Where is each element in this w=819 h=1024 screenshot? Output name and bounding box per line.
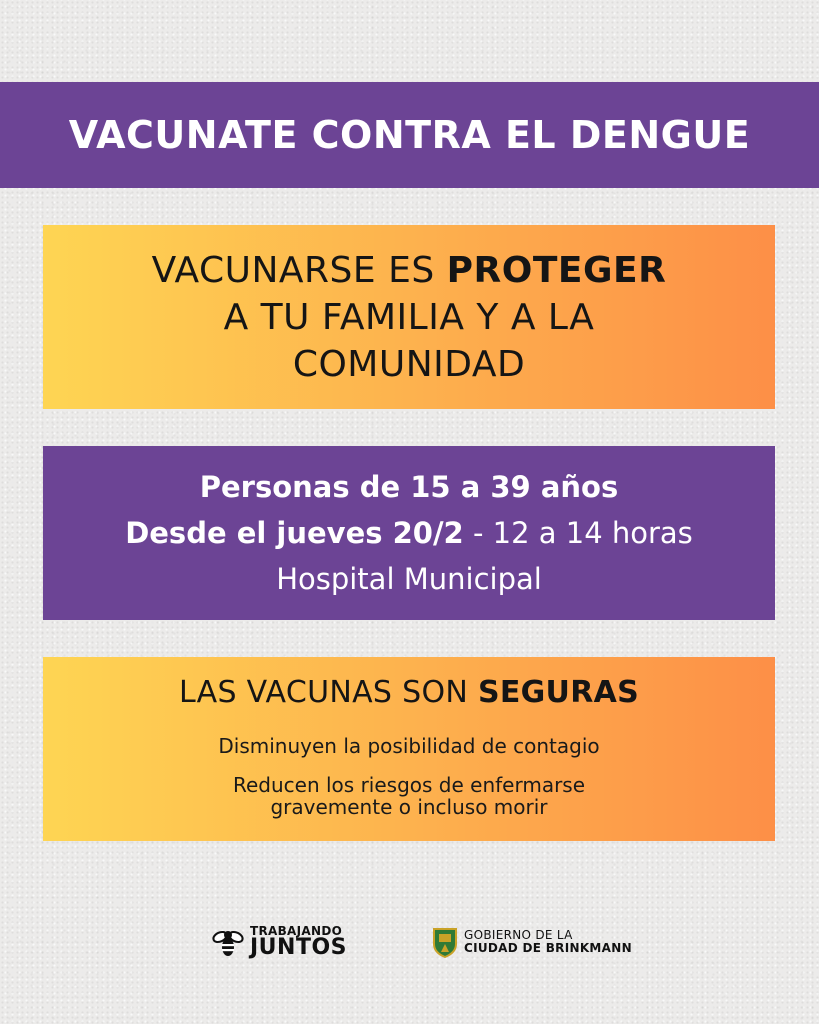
header-banner [0,82,819,188]
logo2-top-text: GOBIERNO DE LA [464,927,573,942]
logo2-bottom-text: CIUDAD DE BRINKMANN [464,941,632,955]
start-date: Desde el jueves 20/2 [125,516,464,550]
gobierno-brinkmann-logo [432,926,632,958]
message-box [43,225,775,409]
trabajando-juntos-logo [210,924,347,960]
city-shield-icon [432,926,458,958]
info-box [43,446,775,620]
message-line-1-normal: VACUNARSE ES [151,249,447,291]
safety-point-1: Disminuyen la posibilidad de contagio [218,734,600,758]
logo1-top-text: TRABAJANDO [250,924,343,938]
message-line-1-bold: PROTEGER [446,249,667,291]
safety-point-2-line-1: Reducen los riesgos de enfermarse [232,773,586,797]
safety-point-2 [233,774,585,818]
safety-box [43,657,775,841]
safety-heading-bold: SEGURAS [477,675,640,710]
page-title: VACUNATE CONTRA EL DENGUE [68,113,751,157]
safety-heading [179,671,639,715]
message-line-2: A TU FAMILIA Y A LA [223,296,595,338]
hours: - 12 a 14 horas [463,516,693,550]
bee-icon [210,924,246,960]
age-range: Personas de 15 a 39 años [199,470,619,504]
safety-heading-normal: LAS VACUNAS SON [178,675,478,710]
footer-logos [0,918,819,968]
schedule [125,510,693,556]
location: Hospital Municipal [276,562,542,596]
message-line-3: COMUNIDAD [292,343,526,385]
safety-point-2-line-2: gravemente o incluso morir [270,795,548,819]
message-line-1 [152,247,667,294]
logo1-bottom-text: JUNTOS [250,935,348,960]
